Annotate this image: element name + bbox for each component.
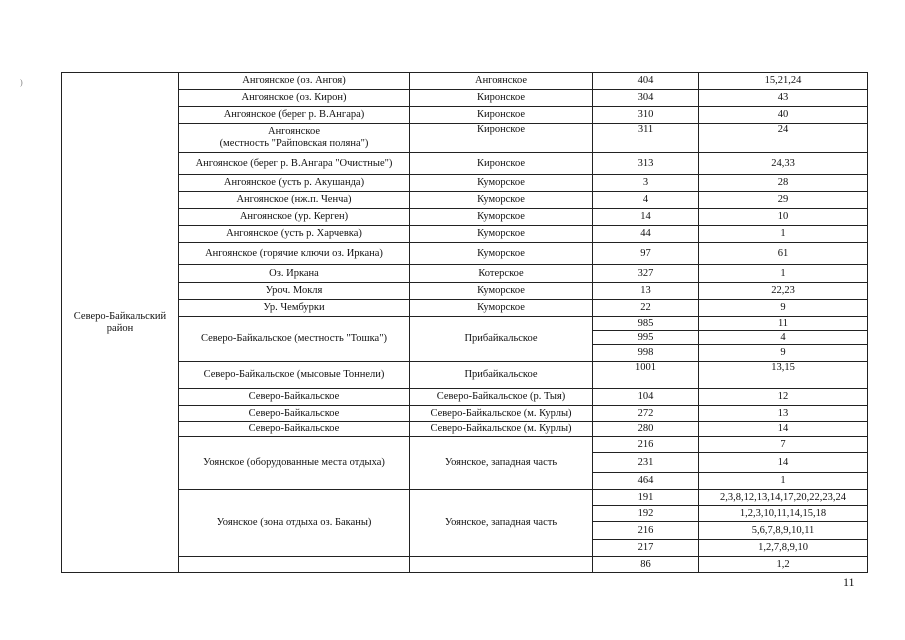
plots-cell: 13 — [699, 406, 868, 422]
forestry-cell: Киронское — [410, 107, 593, 124]
forestry-cell: Ангоянское — [410, 73, 593, 90]
forestry-cell: Северо-Байкальское (м. Курлы) — [410, 406, 593, 422]
quarter-cell: 311 — [593, 124, 699, 153]
site-cell: Северо-Байкальское — [179, 422, 410, 437]
site-cell: Уоянское (оборудованные места отдыха) — [179, 437, 410, 490]
forestry-cell — [410, 557, 593, 573]
quarter-cell: 13 — [593, 283, 699, 300]
plots-cell: 11 — [699, 317, 868, 331]
table-row — [62, 557, 868, 573]
plots-cell: 29 — [699, 192, 868, 209]
site-cell: Ангоянское (ур. Керген) — [179, 209, 410, 226]
plots-cell: 1,2,7,8,9,10 — [699, 540, 868, 557]
quarter-cell: 1001 — [593, 362, 699, 389]
site-cell: Ангоянское (оз. Ангоя) — [179, 73, 410, 90]
quarter-cell: 998 — [593, 345, 699, 362]
plots-cell: 1,2 — [699, 557, 868, 573]
forestry-cell: Куморское — [410, 226, 593, 243]
site-cell: Ангоянское (усть р. Харчевка) — [179, 226, 410, 243]
quarter-cell: 995 — [593, 331, 699, 345]
quarter-cell: 217 — [593, 540, 699, 557]
table-row — [62, 490, 868, 506]
site-cell: Северо-Байкальское — [179, 406, 410, 422]
forestry-cell: Куморское — [410, 175, 593, 192]
table-row — [62, 300, 868, 317]
forestry-cell: Куморское — [410, 209, 593, 226]
quarter-cell: 304 — [593, 90, 699, 107]
table-row — [62, 226, 868, 243]
district-cell: Северо-Байкальский район — [62, 73, 179, 573]
plots-cell: 1 — [699, 265, 868, 283]
quarter-cell: 22 — [593, 300, 699, 317]
plots-cell: 1 — [699, 226, 868, 243]
site-cell: Уроч. Мокля — [179, 283, 410, 300]
site-cell: Ангоянское (берег р. В.Ангара) — [179, 107, 410, 124]
quarter-cell: 272 — [593, 406, 699, 422]
forestry-cell: Котерское — [410, 265, 593, 283]
quarter-cell: 191 — [593, 490, 699, 506]
plots-cell: 4 — [699, 331, 868, 345]
quarter-cell: 14 — [593, 209, 699, 226]
forestry-cell: Киронское — [410, 90, 593, 107]
site-cell: Северо-Байкальское (мысовые Тоннели) — [179, 362, 410, 389]
forestry-cell: Уоянское, западная часть — [410, 437, 593, 490]
table-row — [62, 389, 868, 406]
site-cell: Северо-Байкальское (местность "Тошка") — [179, 317, 410, 362]
plots-cell: 12 — [699, 389, 868, 406]
site-cell: Ангоянское (берег р. В.Ангара "Очистные") — [179, 153, 410, 175]
plots-cell: 9 — [699, 300, 868, 317]
quarter-cell: 104 — [593, 389, 699, 406]
plots-cell: 61 — [699, 243, 868, 265]
site-cell: Ангоянское (нж.п. Ченча) — [179, 192, 410, 209]
plots-cell: 7 — [699, 437, 868, 453]
quarter-cell: 464 — [593, 473, 699, 490]
table-row — [62, 422, 868, 437]
plots-cell: 2,3,8,12,13,14,17,20,22,23,24 — [699, 490, 868, 506]
table-row — [62, 192, 868, 209]
recreation-sites-table — [61, 72, 868, 573]
quarter-cell: 3 — [593, 175, 699, 192]
margin-mark: ) — [20, 78, 23, 87]
quarter-cell: 310 — [593, 107, 699, 124]
forestry-cell: Куморское — [410, 243, 593, 265]
quarter-cell: 216 — [593, 522, 699, 540]
quarter-cell: 44 — [593, 226, 699, 243]
site-cell — [179, 124, 410, 153]
plots-cell: 43 — [699, 90, 868, 107]
site-cell: Ангоянское (горячие ключи оз. Иркана) — [179, 243, 410, 265]
site-line: Ангоянское — [267, 126, 320, 137]
plots-cell: 40 — [699, 107, 868, 124]
table-row — [62, 362, 868, 389]
site-cell: Оз. Иркана — [179, 265, 410, 283]
quarter-cell: 313 — [593, 153, 699, 175]
forestry-cell: Куморское — [410, 300, 593, 317]
quarter-cell: 404 — [593, 73, 699, 90]
forestry-cell: Северо-Байкальское (м. Курлы) — [410, 422, 593, 437]
plots-cell: 22,23 — [699, 283, 868, 300]
forestry-cell: Куморское — [410, 283, 593, 300]
page-number: 11 — [843, 575, 855, 589]
plots-cell: 24 — [699, 124, 868, 153]
quarter-cell: 86 — [593, 557, 699, 573]
table-row — [62, 175, 868, 192]
quarter-cell: 327 — [593, 265, 699, 283]
plots-cell: 9 — [699, 345, 868, 362]
table-row — [62, 124, 868, 153]
site-cell: Ур. Чембурки — [179, 300, 410, 317]
quarter-cell: 192 — [593, 506, 699, 522]
table-row — [62, 317, 868, 331]
quarter-cell: 280 — [593, 422, 699, 437]
plots-cell: 13,15 — [699, 362, 868, 389]
forestry-cell: Куморское — [410, 192, 593, 209]
plots-cell: 15,21,24 — [699, 73, 868, 90]
site-cell: Северо-Байкальское — [179, 389, 410, 406]
table-row — [62, 406, 868, 422]
plots-cell: 14 — [699, 422, 868, 437]
forestry-cell: Прибайкальское — [410, 317, 593, 362]
plots-cell: 10 — [699, 209, 868, 226]
quarter-cell: 97 — [593, 243, 699, 265]
site-cell: Уоянское (зона отдыха оз. Баканы) — [179, 490, 410, 557]
table-row — [62, 209, 868, 226]
plots-cell: 1,2,3,10,11,14,15,18 — [699, 506, 868, 522]
table-row — [62, 283, 868, 300]
table-row — [62, 437, 868, 453]
table-row — [62, 90, 868, 107]
quarter-cell: 216 — [593, 437, 699, 453]
table-row — [62, 107, 868, 124]
forestry-cell: Прибайкальское — [410, 362, 593, 389]
table-row — [62, 73, 868, 90]
site-cell — [179, 557, 410, 573]
forestry-cell: Киронское — [410, 153, 593, 175]
table-row — [62, 265, 868, 283]
site-cell: Ангоянское (усть р. Акушанда) — [179, 175, 410, 192]
plots-cell: 28 — [699, 175, 868, 192]
forestry-cell: Северо-Байкальское (р. Тыя) — [410, 389, 593, 406]
plots-cell: 1 — [699, 473, 868, 490]
forestry-cell: Уоянское, западная часть — [410, 490, 593, 557]
forestry-cell: Киронское — [410, 124, 593, 153]
quarter-cell: 985 — [593, 317, 699, 331]
plots-cell: 14 — [699, 453, 868, 473]
table-row — [62, 243, 868, 265]
plots-cell: 24,33 — [699, 153, 868, 175]
site-cell: Ангоянское (оз. Кирон) — [179, 90, 410, 107]
quarter-cell: 4 — [593, 192, 699, 209]
table-row — [62, 153, 868, 175]
quarter-cell: 231 — [593, 453, 699, 473]
site-line: (местность "Райповская поляна") — [219, 138, 369, 149]
plots-cell: 5,6,7,8,9,10,11 — [699, 522, 868, 540]
